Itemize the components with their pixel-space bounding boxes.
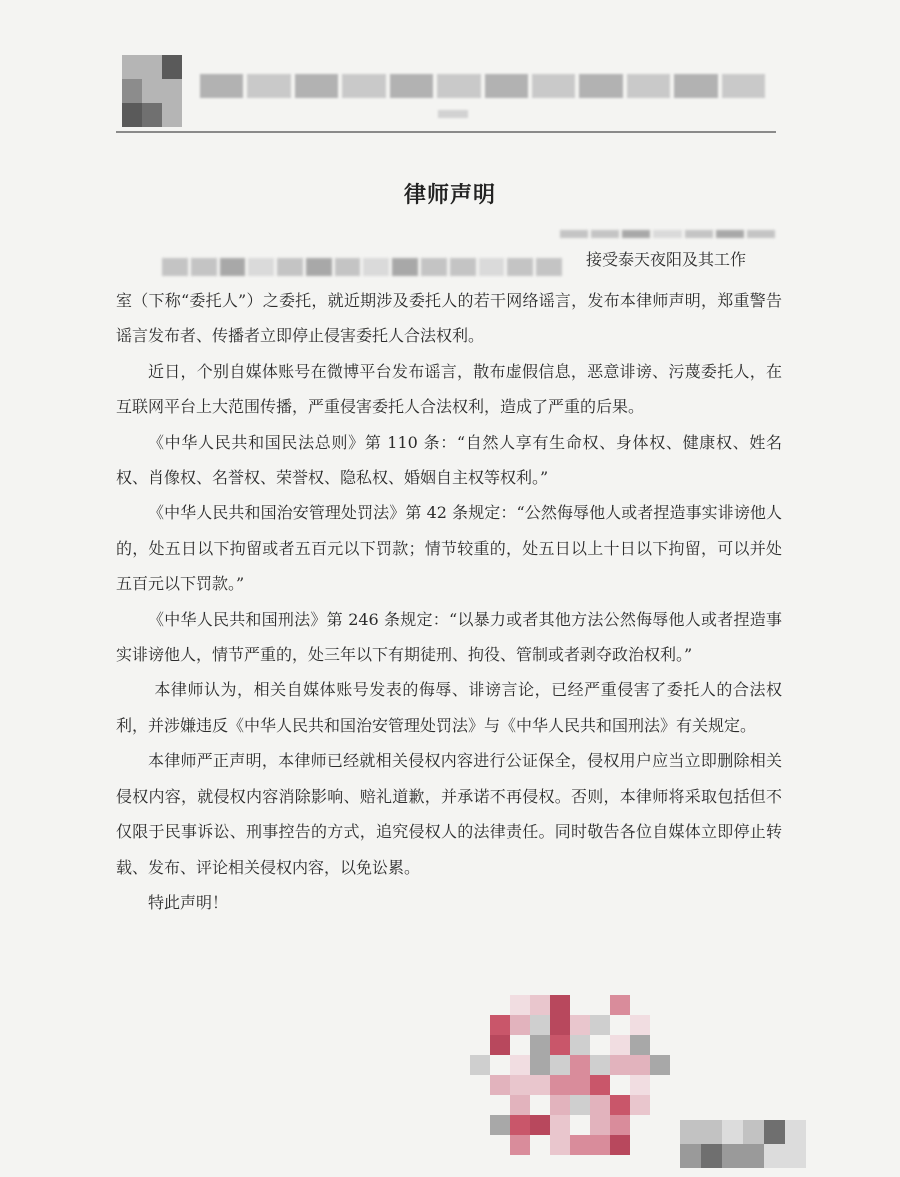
mosaic-cell: [590, 1135, 610, 1155]
mosaic-cell: [610, 1055, 630, 1075]
official-seal-redacted: [470, 995, 670, 1155]
paragraph: 室（下称“委托人”）之委托，就近期涉及委托人的若干网络谣言，发布本律师声明，郑重警告谣言发布者、传播者立即停止侵害委托人合法权利。: [116, 291, 782, 346]
mosaic-cell: [530, 1115, 550, 1135]
paragraph: 《中华人民共和国民法总则》第 110 条：“自然人享有生命权、身体权、健康权、姓名权、肖像权、名誉权、荣誉权、隐私权、婚姻自主权等权利。”: [116, 432, 782, 488]
mosaic-cell: [470, 1095, 490, 1115]
mosaic-cell: [142, 55, 162, 79]
mosaic-cell: [550, 1075, 570, 1095]
mosaic-cell: [630, 1115, 650, 1135]
mosaic-cell: [122, 55, 142, 79]
mosaic-cell: [550, 1095, 570, 1115]
paragraph: 《中华人民共和国治安管理处罚法》第 42 条规定：“公然侮辱他人或者捏造事实诽谤他人的，处五日以下拘留或者五百元以下罚款；情节较重的，处五日以上十日以下拘留，可以并处五百元以下罚款。”: [116, 503, 782, 594]
mosaic-cell: [570, 1015, 590, 1035]
paragraph: 本律师认为，相关自媒体账号发表的侮辱、诽谤言论，已经严重侵害了委托人的合法权利，并涉嫌违反《中华人民共和国治安管理处罚法》与《中华人民共和国刑法》有关规定。: [116, 680, 782, 735]
mosaic-cell: [162, 103, 182, 127]
mosaic-cell: [550, 1015, 570, 1035]
mosaic-cell: [590, 1015, 610, 1035]
lawyer-name-redacted: [162, 258, 562, 276]
mosaic-cell: [122, 79, 142, 103]
mosaic-cell: [680, 1120, 701, 1144]
mosaic-cell: [510, 1055, 530, 1075]
mosaic-cell: [510, 1135, 530, 1155]
mosaic-cell: [490, 1035, 510, 1055]
mosaic-cell: [470, 995, 490, 1015]
mosaic-cell: [510, 995, 530, 1015]
mosaic-cell: [490, 1015, 510, 1035]
mosaic-cell: [650, 1115, 670, 1135]
mosaic-cell: [590, 1075, 610, 1095]
mosaic-cell: [630, 1075, 650, 1095]
letterhead-redacted: [200, 74, 765, 98]
mosaic-cell: [630, 1135, 650, 1155]
mosaic-cell: [550, 1055, 570, 1075]
mosaic-cell: [470, 1035, 490, 1055]
mosaic-cell: [142, 103, 162, 127]
mosaic-cell: [590, 1055, 610, 1075]
letterhead-subtext-redacted: [438, 110, 468, 118]
mosaic-cell: [162, 79, 182, 103]
mosaic-cell: [785, 1144, 806, 1168]
signature-redacted: [680, 1120, 810, 1170]
mosaic-cell: [650, 1055, 670, 1075]
mosaic-cell: [162, 55, 182, 79]
mosaic-cell: [630, 1055, 650, 1075]
mosaic-cell: [510, 1095, 530, 1115]
mosaic-cell: [550, 1035, 570, 1055]
closing-line: 特此声明！: [148, 892, 229, 912]
mosaic-cell: [470, 1135, 490, 1155]
mosaic-cell: [650, 995, 670, 1015]
mosaic-cell: [610, 1075, 630, 1095]
mosaic-cell: [470, 1015, 490, 1035]
statement-body: [116, 283, 782, 920]
mosaic-cell: [510, 1015, 530, 1035]
mosaic-cell: [570, 995, 590, 1015]
intro-line-tail: 接受泰天夜阳及其工作: [586, 250, 747, 269]
mosaic-cell: [570, 1095, 590, 1115]
paragraph: 本律师严正声明，本律师已经就相关侵权内容进行公证保全，侵权用户应当立即删除相关侵权内容，就侵权内容消除影响、赔礼道歉，并承诺不再侵权。否则，本律师将采取包括但不仅限于民事诉讼、刑事控告的方式，追究侵权人的法律责任。同时敬告各位自媒体立即停止转载、发布、评论相关侵权内容，以免讼累。: [116, 751, 782, 877]
mosaic-cell: [510, 1035, 530, 1055]
mosaic-cell: [650, 1135, 670, 1155]
letterhead-divider: [116, 131, 776, 133]
mosaic-cell: [743, 1144, 764, 1168]
mosaic-cell: [722, 1144, 743, 1168]
mosaic-cell: [610, 1115, 630, 1135]
mosaic-cell: [630, 1015, 650, 1035]
mosaic-cell: [570, 1035, 590, 1055]
mosaic-cell: [630, 995, 650, 1015]
mosaic-cell: [650, 1095, 670, 1115]
mosaic-cell: [490, 1095, 510, 1115]
mosaic-cell: [630, 1035, 650, 1055]
mosaic-cell: [701, 1120, 722, 1144]
mosaic-cell: [590, 1095, 610, 1115]
mosaic-cell: [630, 1095, 650, 1115]
mosaic-cell: [570, 1055, 590, 1075]
document-title: 律师声明: [403, 182, 496, 208]
mosaic-cell: [764, 1144, 785, 1168]
mosaic-cell: [610, 995, 630, 1015]
mosaic-cell: [590, 1035, 610, 1055]
mosaic-cell: [490, 1075, 510, 1095]
mosaic-cell: [570, 1115, 590, 1135]
mosaic-cell: [490, 1055, 510, 1075]
mosaic-cell: [610, 1035, 630, 1055]
mosaic-cell: [550, 1135, 570, 1155]
mosaic-cell: [490, 1135, 510, 1155]
mosaic-cell: [590, 995, 610, 1015]
firm-logo-redacted: [122, 55, 182, 127]
mosaic-cell: [142, 79, 162, 103]
paragraph: 《中华人民共和国刑法》第 246 条规定：“以暴力或者其他方法公然侮辱他人或者捏造事实诽谤他人，情节严重的，处三年以下有期徒刑、拘役、管制或者剥夺政治权利。”: [116, 609, 782, 665]
mosaic-cell: [764, 1120, 785, 1144]
mosaic-cell: [530, 1135, 550, 1155]
mosaic-cell: [530, 1095, 550, 1115]
mosaic-cell: [530, 1075, 550, 1095]
mosaic-cell: [470, 1115, 490, 1135]
mosaic-cell: [550, 995, 570, 1015]
mosaic-cell: [550, 1115, 570, 1135]
mosaic-cell: [650, 1015, 670, 1035]
mosaic-cell: [785, 1120, 806, 1144]
paragraph: 近日，个别自媒体账号在微博平台发布谣言，散布虚假信息，恶意诽谤、污蔑委托人，在互联网平台上大范围传播，严重侵害委托人合法权利，造成了严重的后果。: [116, 361, 782, 417]
mosaic-cell: [530, 1035, 550, 1055]
mosaic-cell: [530, 1015, 550, 1035]
mosaic-cell: [650, 1035, 670, 1055]
mosaic-cell: [530, 1055, 550, 1075]
mosaic-cell: [490, 995, 510, 1015]
date-redacted: [560, 230, 775, 238]
mosaic-cell: [701, 1144, 722, 1168]
mosaic-cell: [570, 1135, 590, 1155]
mosaic-cell: [570, 1075, 590, 1095]
mosaic-cell: [650, 1075, 670, 1095]
mosaic-cell: [122, 103, 142, 127]
mosaic-cell: [610, 1095, 630, 1115]
mosaic-cell: [490, 1115, 510, 1135]
mosaic-cell: [680, 1144, 701, 1168]
mosaic-cell: [470, 1075, 490, 1095]
mosaic-cell: [610, 1135, 630, 1155]
mosaic-cell: [590, 1115, 610, 1135]
mosaic-cell: [470, 1055, 490, 1075]
mosaic-cell: [510, 1115, 530, 1135]
mosaic-cell: [743, 1120, 764, 1144]
mosaic-cell: [610, 1015, 630, 1035]
mosaic-cell: [530, 995, 550, 1015]
mosaic-cell: [722, 1120, 743, 1144]
mosaic-cell: [510, 1075, 530, 1095]
